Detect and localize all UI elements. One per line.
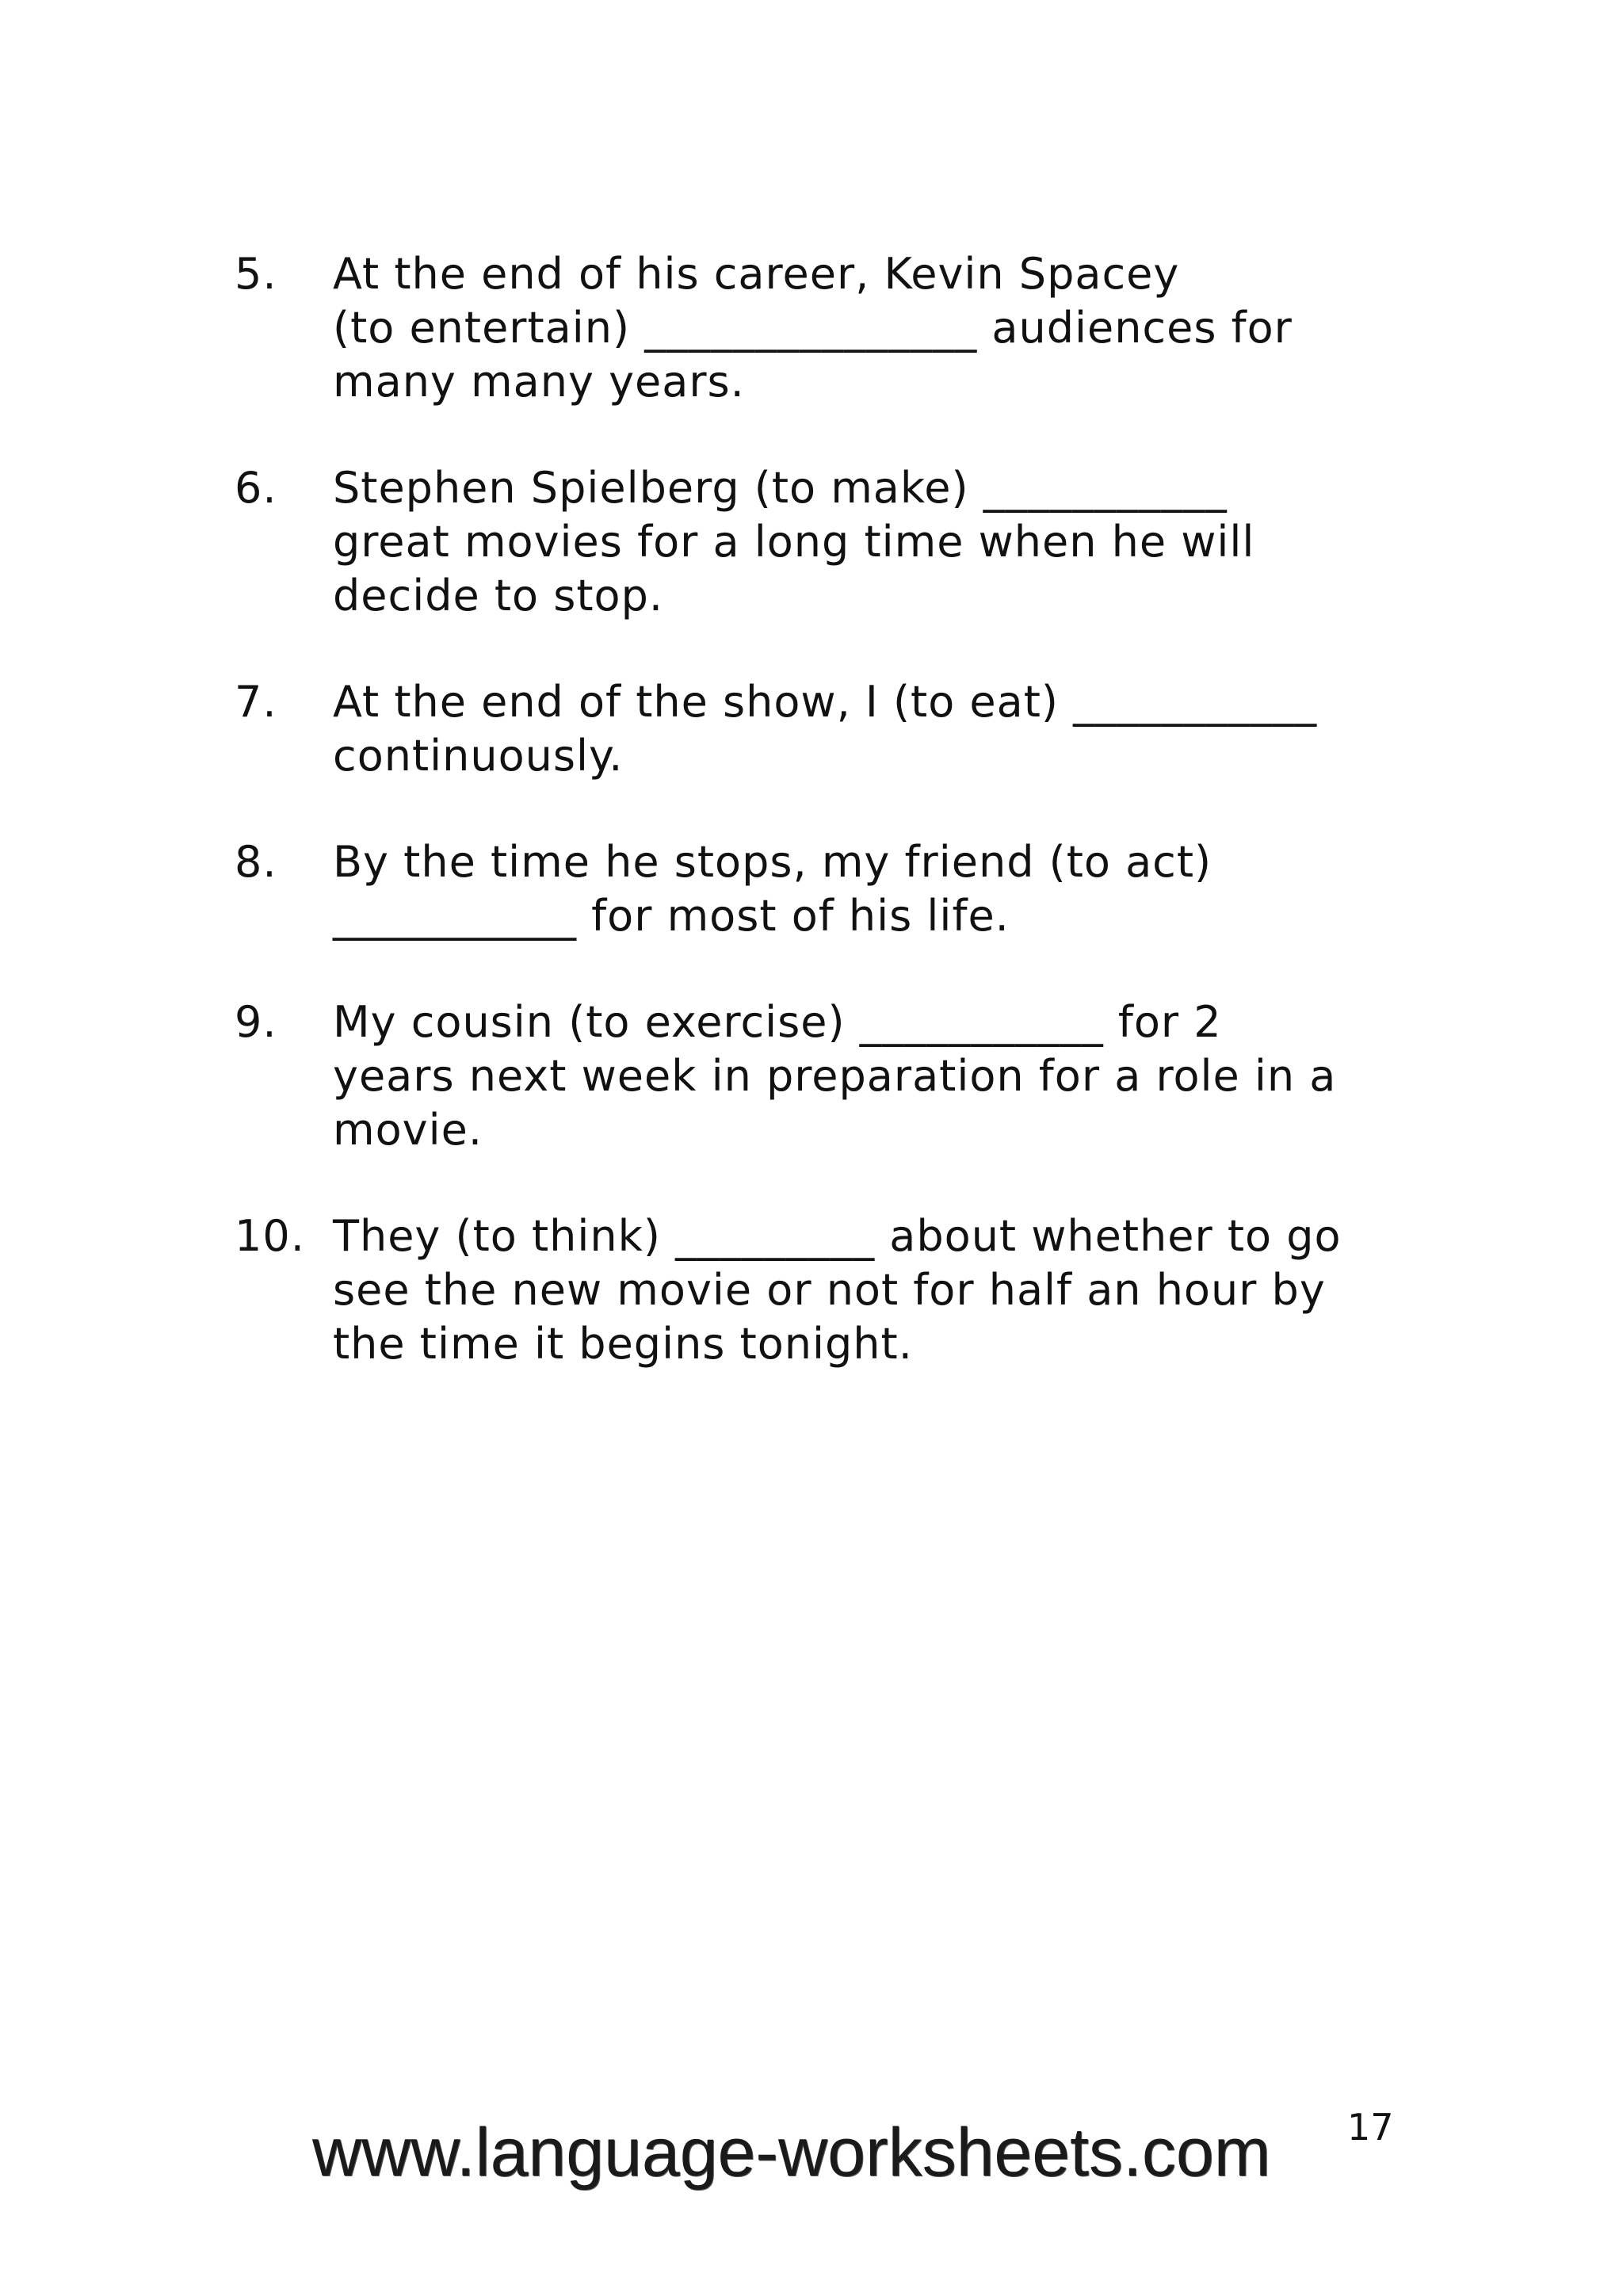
website-footer: www.language-worksheets.com (312, 2115, 1271, 2191)
exercise-text: At the end of his career, Kevin Spacey (to entertain) _______________ audiences for many many years. (333, 249, 1293, 407)
exercise-number: 7. (235, 677, 277, 727)
page-number: 17 (1347, 2106, 1394, 2149)
exercise-item-6 (235, 461, 1423, 623)
exercise-item-10 (235, 1209, 1423, 1371)
exercise-list (235, 247, 1423, 1423)
exercise-text: They (to think) _________ about whether to go see the new movie or not for half an hour by the time it begins tonight. (333, 1211, 1342, 1369)
exercise-number: 6. (235, 463, 277, 513)
exercise-number: 9. (235, 997, 277, 1047)
exercise-item-8 (235, 835, 1423, 943)
exercise-item-7 (235, 675, 1423, 783)
exercise-item-5 (235, 247, 1423, 409)
exercise-text: By the time he stops, my friend (to act) ___________ for most of his life. (333, 837, 1212, 941)
exercise-number: 8. (235, 837, 277, 887)
exercise-text: Stephen Spielberg (to make) ___________ great movies for a long time when he will decide to stop. (333, 463, 1255, 621)
exercise-number: 10. (235, 1211, 305, 1261)
exercise-number: 5. (235, 249, 277, 299)
exercise-item-9 (235, 995, 1423, 1157)
exercise-text: My cousin (to exercise) ___________ for 2 years next week in preparation for a role in a movie. (333, 997, 1337, 1155)
exercise-text: At the end of the show, I (to eat) ___________ continuously. (333, 677, 1318, 781)
